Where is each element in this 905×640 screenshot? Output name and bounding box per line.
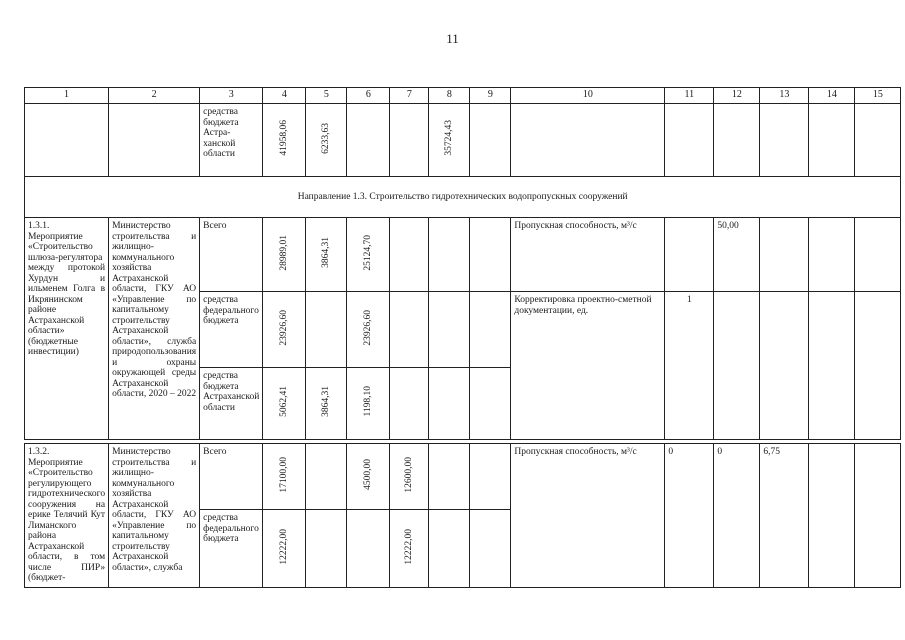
cell bbox=[470, 104, 511, 177]
amount: 5062,41 bbox=[279, 386, 290, 418]
funding-source: средства федерального бюджета bbox=[200, 510, 263, 587]
col-header: 2 bbox=[109, 88, 200, 104]
indicator: Пропускная способность, м³/с bbox=[511, 218, 665, 292]
amount: 23926,60 bbox=[279, 309, 290, 346]
amount: 25124,70 bbox=[363, 234, 374, 271]
amount: 3864,31 bbox=[321, 386, 332, 418]
cell bbox=[470, 510, 511, 587]
cell bbox=[470, 368, 511, 440]
cell bbox=[306, 218, 347, 292]
funding-source: средства федерального бюджета bbox=[200, 292, 263, 368]
col-header: 14 bbox=[809, 88, 855, 104]
col-header: 12 bbox=[714, 88, 760, 104]
cell bbox=[760, 292, 809, 440]
col-header: 13 bbox=[760, 88, 809, 104]
col-header: 5 bbox=[306, 88, 347, 104]
cell bbox=[263, 104, 306, 177]
indicator-value: 1 bbox=[665, 292, 714, 440]
col-header: 10 bbox=[511, 88, 665, 104]
executor: Министерство строительства и жилищно-коммунального хозяйства Астраханской области, ГКУ АО «Управление по капитальному строительству Астраханской области», служба bbox=[109, 444, 200, 588]
cell bbox=[263, 510, 306, 587]
cell bbox=[855, 218, 901, 292]
amount: 12600,00 bbox=[404, 457, 415, 493]
cell bbox=[809, 292, 855, 440]
cell bbox=[347, 292, 390, 368]
indicator-value: 6,75 bbox=[760, 444, 809, 588]
col-header: 3 bbox=[200, 88, 263, 104]
measure-name: 1.3.1. Мероприятие «Строительство шлюза-регулятора между протокой Хурдун и ильменем Голга в Икрянинском районе Астраханской области» (бюджетные инвестиции) bbox=[25, 218, 109, 440]
cell bbox=[263, 368, 306, 440]
cell bbox=[109, 104, 200, 177]
cell bbox=[760, 218, 809, 292]
cell bbox=[306, 292, 347, 368]
col-header: 11 bbox=[665, 88, 714, 104]
cell bbox=[855, 104, 901, 177]
cell bbox=[347, 104, 390, 177]
cell bbox=[263, 218, 306, 292]
cell bbox=[347, 510, 390, 587]
col-header: 1 bbox=[25, 88, 109, 104]
cell bbox=[25, 104, 109, 177]
cell bbox=[390, 510, 429, 587]
col-header: 8 bbox=[429, 88, 470, 104]
col-header: 7 bbox=[390, 88, 429, 104]
col-header: 6 bbox=[347, 88, 390, 104]
cell bbox=[809, 218, 855, 292]
amount: 3864,31 bbox=[321, 237, 332, 269]
cell bbox=[390, 368, 429, 440]
cell bbox=[429, 104, 470, 177]
cell bbox=[390, 444, 429, 510]
cell bbox=[809, 104, 855, 177]
cell bbox=[855, 444, 901, 588]
funding-source: Всего bbox=[200, 444, 263, 510]
direction-title: Направление 1.3. Строительство гидротехнических водопропускных сооружений bbox=[25, 177, 901, 218]
table-row bbox=[25, 444, 901, 510]
cell bbox=[429, 218, 470, 292]
cell bbox=[347, 218, 390, 292]
amount: 12222,00 bbox=[404, 528, 415, 565]
funding-source: средства бюджета Астраханской области bbox=[200, 368, 263, 440]
cell bbox=[390, 292, 429, 368]
cell bbox=[347, 444, 390, 510]
table-row bbox=[25, 104, 901, 177]
col-header: 15 bbox=[855, 88, 901, 104]
indicator-value: 50,00 bbox=[714, 218, 760, 292]
amount: 28989,01 bbox=[279, 234, 290, 271]
cell bbox=[306, 368, 347, 440]
table-row bbox=[25, 218, 901, 292]
amount: 35724,43 bbox=[444, 120, 455, 157]
header-row bbox=[25, 88, 901, 104]
amount: 6233,63 bbox=[321, 122, 332, 154]
cell bbox=[390, 218, 429, 292]
indicator-value: 0 bbox=[665, 444, 714, 588]
amount: 41958,06 bbox=[279, 120, 290, 157]
cell bbox=[470, 218, 511, 292]
cell bbox=[429, 368, 470, 440]
cell bbox=[855, 292, 901, 440]
cell bbox=[429, 510, 470, 587]
program-table bbox=[24, 87, 901, 588]
cell bbox=[809, 444, 855, 588]
amount: 23926,60 bbox=[363, 309, 374, 346]
funding-source: Всего bbox=[200, 218, 263, 292]
cell bbox=[714, 292, 760, 440]
amount: 12222,00 bbox=[279, 528, 290, 565]
cell bbox=[470, 444, 511, 510]
cell bbox=[347, 368, 390, 440]
cell bbox=[263, 444, 306, 510]
col-header: 9 bbox=[470, 88, 511, 104]
funding-source: средства бюджета Астра-ханской области bbox=[200, 104, 263, 177]
cell bbox=[429, 292, 470, 368]
col-header: 4 bbox=[263, 88, 306, 104]
cell bbox=[390, 104, 429, 177]
page-number: 11 bbox=[446, 31, 459, 46]
cell bbox=[306, 104, 347, 177]
cell bbox=[306, 444, 347, 510]
cell bbox=[306, 510, 347, 587]
cell bbox=[429, 444, 470, 510]
cell bbox=[714, 104, 760, 177]
indicator-value: 0 bbox=[714, 444, 760, 588]
cell bbox=[760, 104, 809, 177]
indicator: Корректировка проектно-сметной документации, ед. bbox=[511, 292, 665, 440]
indicator: Пропускная способность, м³/с bbox=[511, 444, 665, 588]
cell bbox=[263, 292, 306, 368]
amount: 17100,00 bbox=[279, 457, 290, 493]
cell bbox=[665, 218, 714, 292]
direction-row bbox=[25, 177, 901, 218]
cell bbox=[511, 104, 665, 177]
amount: 1198,10 bbox=[363, 386, 374, 418]
cell bbox=[470, 292, 511, 368]
cell bbox=[665, 104, 714, 177]
amount: 4500,00 bbox=[363, 459, 374, 491]
measure-name: 1.3.2. Мероприятие «Строительство регулирующего гидротехнического сооружения на ерике Телячий Кут Лиманского района Астраханской области, в том числе ПИР» (бюджет- bbox=[25, 444, 109, 588]
executor: Министерство строительства и жилищно-коммунального хозяйства Астраханской области, ГКУ АО «Управление по капитальному строительству Астраханской области», служба природопользования и охраны окружающей среды Астраханской области, 2020 – 2022 bbox=[109, 218, 200, 440]
